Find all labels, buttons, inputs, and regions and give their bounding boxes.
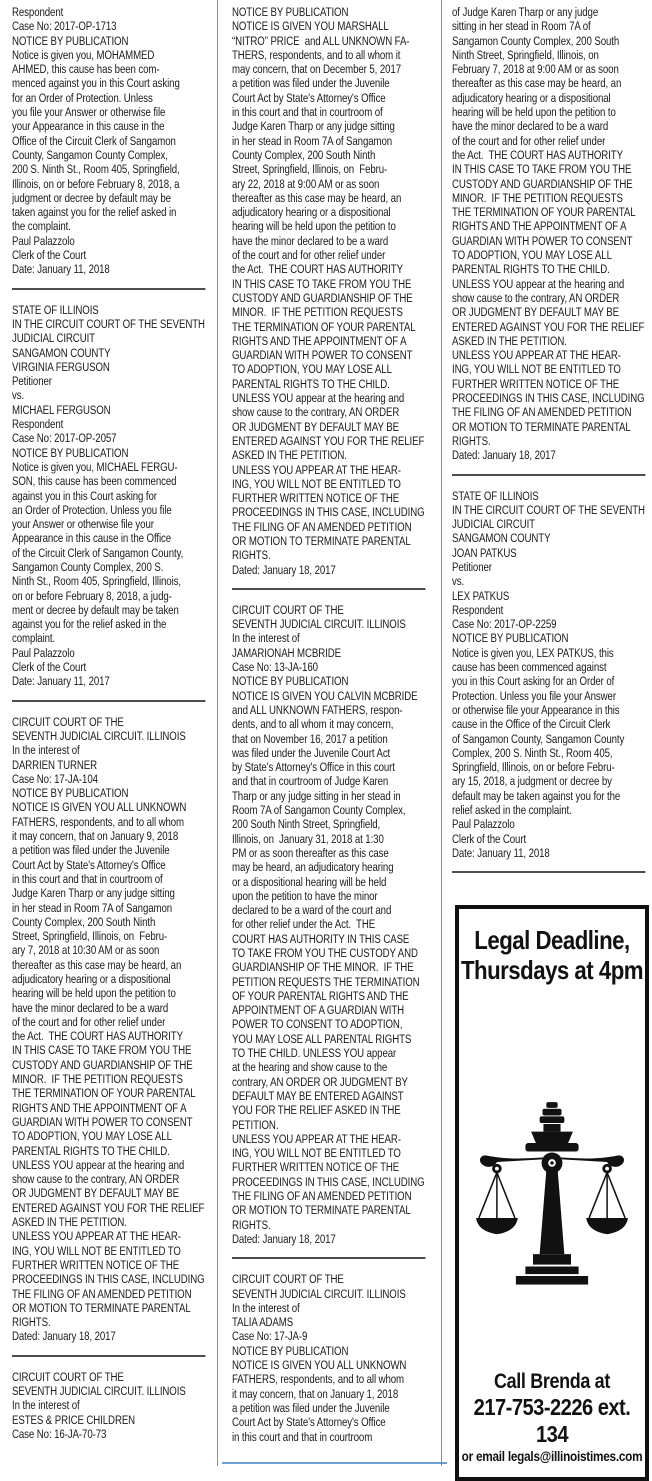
- notice-line: Clerk of the Court: [12, 248, 87, 263]
- notice-line: Paul Palazzolo: [12, 645, 75, 660]
- notice-line: NOTICE BY PUBLICATION: [232, 1343, 349, 1358]
- notice-line: taken against you for the relief asked in: [12, 205, 177, 220]
- notice-line: UNLESS YOU appear at the hearing and: [452, 276, 625, 291]
- notice-line: CIRCUIT COURT OF THE: [232, 1272, 344, 1287]
- notice-line: Clerk of the Court: [12, 660, 87, 675]
- notice-line: THE TERMINATION OF YOUR PARENTAL: [12, 1086, 196, 1101]
- notice-line: JOAN PATKUS: [452, 545, 517, 560]
- notice-line: in this court and that in courtroom of: [12, 871, 163, 886]
- notice-line: IN THIS CASE TO TAKE FROM YOU THE: [12, 1043, 192, 1058]
- notice-line: NOTICE BY PUBLICATION: [232, 5, 349, 19]
- notice-line: TO ADOPTION, YOU MAY LOSE ALL: [232, 362, 392, 377]
- notice-line: Sangamon County Complex, 200 South: [452, 33, 620, 48]
- notice-line: it may concern, that on January 1, 2018: [232, 1386, 399, 1401]
- notice-line: OR JUDGMENT BY DEFAULT MAY BE: [452, 305, 619, 320]
- notice-line: SEVENTH JUDICIAL CIRCUIT. ILLINOIS: [12, 728, 186, 743]
- notice-line: Court Act by State's Attorney's Office: [232, 1415, 386, 1430]
- notice-line: ING, YOU WILL NOT BE ENTITLED TO: [452, 362, 621, 377]
- notice-line: PROCEEDINGS IN THIS CASE, INCLUDING: [232, 1174, 425, 1189]
- notice-line: NOTICE BY PUBLICATION: [452, 631, 569, 646]
- notice-line: contrary, AN ORDER OR JUDGMENT BY: [232, 1074, 408, 1089]
- notice-line: FURTHER WRITTEN NOTICE OF THE: [232, 491, 400, 506]
- notice-line: Judge Karen Tharp or any judge sitting: [12, 886, 175, 901]
- notice-line: APPOINTMENT OF A GUARDIAN WITH: [232, 1003, 405, 1018]
- notice-line: In the interest of: [232, 631, 300, 646]
- notice-line: Notice is given you, LEX PATKUS, this: [452, 645, 614, 660]
- notice-line: ASKED IN THE PETITION.: [12, 1215, 127, 1230]
- ad-email-line: or email legals@illinoistimes.com: [461, 1449, 643, 1464]
- notices-column-1-text: [12, 0, 212, 1441]
- notice-line: of the court and for other relief under: [232, 248, 386, 263]
- notice-line: NOTICE IS GIVEN YOU MARSHALL: [232, 19, 389, 34]
- notice-line: PARENTAL RIGHTS TO THE CHILD.: [232, 376, 390, 391]
- notice-line: Illinois, on January 31, 2018 at 1:30: [232, 831, 384, 846]
- notice-line: RIGHTS.: [12, 1315, 51, 1330]
- notice-line: adjudicatory hearing or a dispositional: [232, 205, 391, 220]
- notice-line: ING, YOU WILL NOT BE ENTITLED TO: [232, 476, 401, 491]
- notice-separator: [232, 1257, 425, 1259]
- notice-line: in this court and that in courtroom: [232, 1429, 373, 1444]
- notice-line: IN THIS CASE TO TAKE FROM YOU THE: [452, 162, 632, 177]
- notice-line: sitting in her stead in Room 7A of: [452, 19, 591, 34]
- notice-line: TO ADOPTION, YOU MAY LOSE ALL: [452, 248, 612, 263]
- notice-line: Case No: 2017-OP-1713: [12, 19, 117, 34]
- notice-line: Room 7A of Sangamon County Complex,: [232, 803, 406, 818]
- notice-line: PETITION REQUESTS THE TERMINATION: [232, 974, 420, 989]
- notice-line: ASKED IN THE PETITION.: [232, 448, 347, 463]
- notice-line: NOTICE BY PUBLICATION: [12, 786, 129, 801]
- notice-line: Dated: January 18, 2017: [232, 1231, 336, 1246]
- notice-line: GUARDIAN WITH POWER TO CONSENT: [12, 1114, 193, 1129]
- notice-line: CIRCUIT COURT OF THE: [12, 1369, 124, 1384]
- notice-line: In the interest of: [12, 1398, 80, 1413]
- notice-line: PROCEEDINGS IN THIS CASE, INCLUDING: [452, 391, 645, 406]
- notice-line: PROCEEDINGS IN THIS CASE, INCLUDING: [232, 505, 425, 520]
- notice-line: UNLESS YOU APPEAR AT THE HEAR-: [452, 348, 621, 363]
- notice-line: thereafter as this case may be heard, an: [12, 957, 182, 972]
- notice-line: RIGHTS AND THE APPOINTMENT OF A: [452, 219, 627, 234]
- notices-column-2: [232, 0, 441, 1466]
- notice-line: GUARDIANSHIP OF THE MINOR. IF THE: [232, 960, 414, 975]
- notice-separator: [452, 871, 645, 873]
- notice-line: JAMARIONAH MCBRIDE: [232, 645, 341, 660]
- notice-line: ASKED IN THE PETITION.: [452, 333, 567, 348]
- notice-line: TO TAKE FROM YOU THE CUSTODY AND: [232, 946, 418, 960]
- column-divider-2: [441, 0, 442, 1466]
- notice-line: Appearance in this cause in the Office: [12, 531, 172, 546]
- notice-line: SEVENTH JUDICIAL CIRCUIT. ILLINOIS: [232, 1286, 406, 1301]
- notice-line: THE TERMINATION OF YOUR PARENTAL: [452, 205, 636, 220]
- notice-line: NOTICE IS GIVEN YOU ALL UNKNOWN: [232, 1358, 407, 1373]
- notices-column-3-text: [452, 0, 652, 873]
- notice-line: THE FILING OF AN AMENDED PETITION: [12, 1286, 192, 1301]
- notice-line: IN THE CIRCUIT COURT OF THE SEVENTH: [452, 502, 645, 517]
- notice-line: Judge Karen Tharp or any judge sitting: [232, 119, 395, 134]
- notice-line: thereafter as this case may be heard, an: [452, 76, 622, 91]
- notice-line: by State's Attorney's Office in this court: [232, 760, 395, 775]
- notice-line: TO THE CHILD. UNLESS YOU appear: [232, 1046, 397, 1061]
- notice-line: have the minor declared to be a ward: [232, 233, 389, 248]
- notices-column-1: [12, 0, 217, 1466]
- notice-line: JUDICIAL CIRCUIT: [12, 331, 95, 346]
- notice-line: Paul Palazzolo: [452, 817, 515, 832]
- notice-line: default may be taken against you for the: [452, 788, 621, 803]
- notice-line: ENTERED AGAINST YOU FOR THE RELIEF: [452, 319, 645, 334]
- notice-line: Petitioner: [12, 374, 52, 389]
- notice-line: RIGHTS AND THE APPOINTMENT OF A: [12, 1100, 187, 1115]
- notice-line: Date: January 11, 2017: [12, 674, 110, 689]
- notice-line: may concern, that on December 5, 2017: [232, 62, 401, 77]
- notice-line: RIGHTS.: [452, 433, 491, 448]
- notice-line: of the court and for other relief under: [452, 133, 606, 148]
- notice-separator: [452, 474, 645, 476]
- notice-line: Paul Palazzolo: [12, 233, 75, 248]
- notice-line: the complaint.: [12, 219, 71, 234]
- notice-line: Date: January 11, 2018: [12, 262, 110, 277]
- scales-of-justice-icon: [476, 1102, 628, 1303]
- legal-notice: [232, 5, 432, 577]
- notice-line: against you for the relief asked in the: [12, 617, 167, 632]
- notice-line: dents, and to all whom it may concern,: [232, 717, 394, 732]
- notice-line: a petition was filed under the Juvenile: [232, 76, 390, 91]
- ad-title: [456, 919, 648, 985]
- notice-line: UNLESS YOU APPEAR AT THE HEAR-: [232, 1131, 401, 1146]
- notice-line: Respondent: [12, 5, 64, 19]
- notice-line: NOTICE BY PUBLICATION: [12, 445, 129, 460]
- notice-line: Ninth St., Room 405, Springfield, Illinois,: [12, 574, 181, 589]
- notice-line: County Complex, 200 South Ninth: [232, 147, 376, 162]
- legal-notice: [12, 303, 212, 689]
- notice-line: judgment or decree by default may be: [12, 190, 171, 205]
- notice-line: THE FILING OF AN AMENDED PETITION: [452, 405, 632, 420]
- notice-line: relief asked in the complaint.: [452, 803, 572, 818]
- notice-line: Protection. Unless you file your Answer: [452, 688, 616, 703]
- notice-line: ENTERED AGAINST YOU FOR THE RELIEF: [232, 433, 425, 448]
- notice-line: in her stead in Room 7A of Sangamon: [12, 900, 173, 915]
- notice-line: STATE OF ILLINOIS: [12, 302, 99, 317]
- notice-line: your Answer or otherwise file your: [12, 517, 154, 532]
- notice-line: Case No: 13-JA-160: [232, 660, 318, 675]
- ad-contact-block: [456, 1369, 648, 1465]
- notice-line: SANGAMON COUNTY: [452, 531, 551, 546]
- notice-line: FATHERS, respondents, and to all whom: [12, 814, 185, 829]
- notice-line: OR JUDGMENT BY DEFAULT MAY BE: [12, 1186, 179, 1201]
- notice-line: RIGHTS.: [232, 548, 271, 563]
- notice-line: Notice is given you, MICHAEL FERGU-: [12, 459, 178, 474]
- notice-line: for an Order of Protection. Unless: [12, 90, 153, 105]
- notice-line: LEX PATKUS: [452, 588, 510, 603]
- notice-line: PARENTAL RIGHTS TO THE CHILD.: [452, 262, 610, 277]
- notice-line: Case No: 17-JA-9: [232, 1329, 308, 1344]
- notice-line: of the Circuit Clerk of Sangamon County,: [12, 545, 184, 560]
- notice-line: ary 22, 2018 at 9:00 AM or as soon: [232, 176, 380, 191]
- notice-line: cause has been commenced against: [452, 660, 607, 675]
- notice-line: OR MOTION TO TERMINATE PARENTAL: [452, 419, 631, 434]
- notice-line: the Act. THE COURT HAS AUTHORITY: [232, 262, 403, 277]
- notice-line: show cause to the contrary, AN ORDER: [232, 405, 400, 420]
- notice-line: NOTICE IS GIVEN YOU ALL UNKNOWN: [12, 800, 187, 815]
- notice-line: YOU FOR THE RELIEF ASKED IN THE: [232, 1103, 401, 1118]
- notice-line: CUSTODY AND GUARDIANSHIP OF THE: [12, 1057, 193, 1072]
- notice-line: have the minor declared to be a ward: [452, 119, 609, 134]
- notice-line: hearing will be held upon the petition to: [12, 986, 176, 1001]
- notice-line: SANGAMON COUNTY: [12, 345, 111, 360]
- ad-title-line2: Thursdays at 4pm: [460, 955, 644, 985]
- legal-notice: [12, 1370, 212, 1441]
- notice-line: Springfield, Illinois, on or before Febru-: [452, 760, 615, 775]
- notice-line: of Judge Karen Tharp or any judge: [452, 5, 599, 19]
- notice-line: you in this Court asking for an Order of: [452, 674, 615, 689]
- legal-notice: [232, 1272, 432, 1444]
- notice-line: on or before February 8, 2018, a judg-: [12, 588, 172, 603]
- legal-notice: [452, 489, 652, 861]
- notice-line: and ALL UNKNOWN FATHERS, respon-: [232, 702, 403, 717]
- notice-line: SEVENTH JUDICIAL CIRCUIT. ILLINOIS: [12, 1384, 186, 1399]
- legal-deadline-ad: [455, 905, 649, 1481]
- notice-line: ESTES & PRICE CHILDREN: [12, 1412, 136, 1427]
- notice-line: Sangamon County Complex, 200 S.: [12, 559, 164, 574]
- notice-line: Street, Springfield, Illinois, on Febru-: [232, 162, 388, 177]
- notice-line: SEVENTH JUDICIAL CIRCUIT. ILLINOIS: [232, 617, 406, 632]
- notice-line: CIRCUIT COURT OF THE: [12, 714, 124, 729]
- notice-line: UNLESS YOU appear at the hearing and: [232, 391, 405, 406]
- notice-line: Court Act by State's Attorney's Office: [232, 90, 386, 105]
- notice-line: Dated: January 18, 2017: [232, 562, 336, 577]
- notice-line: Case No: 17-JA-104: [12, 771, 98, 786]
- notice-line: “NITRO” PRICE and ALL UNKNOWN FA-: [232, 33, 410, 48]
- notices-column-2-text: [232, 0, 432, 1444]
- notice-line: the Act. THE COURT HAS AUTHORITY: [452, 147, 623, 162]
- ad-title-line1: Legal Deadline,: [474, 925, 630, 955]
- notice-line: Ninth Street, Springfield, Illinois, on: [452, 47, 599, 62]
- notice-line: you file your Answer or otherwise file: [12, 105, 166, 120]
- notice-line: OR MOTION TO TERMINATE PARENTAL: [232, 1203, 411, 1218]
- notice-line: GUARDIAN WITH POWER TO CONSENT: [232, 348, 413, 363]
- notice-line: THE FILING OF AN AMENDED PETITION: [232, 519, 412, 534]
- notice-line: your Appearance in this cause in the: [12, 119, 165, 134]
- notice-line: CUSTODY AND GUARDIANSHIP OF THE: [232, 290, 413, 305]
- notice-line: upon the petition to have the minor: [232, 888, 378, 903]
- notice-line: of the court and for other relief under: [12, 1014, 166, 1029]
- notice-line: adjudicatory hearing or a dispositional: [12, 972, 171, 986]
- notice-line: ING, YOU WILL NOT BE ENTITLED TO: [12, 1243, 181, 1258]
- notice-line: DARRIEN TURNER: [12, 757, 97, 772]
- legal-notice: [12, 5, 212, 277]
- notice-line: Tharp or any judge sitting in her stead in: [232, 788, 401, 803]
- notice-line: in this court and that in courtroom of: [232, 105, 383, 120]
- notice-line: ENTERED AGAINST YOU FOR THE RELIEF: [12, 1200, 205, 1215]
- notice-line: PETITION.: [232, 1117, 279, 1132]
- notice-line: at the hearing and show cause to the: [232, 1060, 388, 1075]
- notice-line: Complex, 200 S. Ninth St., Room 405,: [452, 745, 613, 760]
- notice-line: FURTHER WRITTEN NOTICE OF THE: [232, 1160, 400, 1175]
- notice-line: In the interest of: [12, 743, 80, 758]
- notice-line: may be heard, an adjudicatory hearing: [232, 860, 394, 875]
- notice-separator: [232, 588, 425, 590]
- notice-line: 200 South Ninth Street, Springfield,: [232, 817, 381, 832]
- notice-line: Petitioner: [452, 559, 492, 574]
- notice-line: hearing will be held upon the petition to: [232, 219, 396, 234]
- notice-line: cause in the Office of the Circuit Clerk: [452, 717, 611, 732]
- notice-line: DEFAULT MAY BE ENTERED AGAINST: [232, 1088, 404, 1103]
- notice-line: Illinois, on or before February 8, 2018, a: [12, 176, 180, 191]
- notice-line: vs.: [12, 388, 25, 403]
- bottom-highlight-line: [222, 1462, 447, 1464]
- notice-line: Notice is given you, MOHAMMED: [12, 47, 155, 62]
- notice-line: THERS, respondents, and to all whom it: [232, 47, 401, 62]
- notice-line: TO ADOPTION, YOU MAY LOSE ALL: [12, 1129, 172, 1144]
- notice-line: FURTHER WRITTEN NOTICE OF THE: [452, 376, 620, 391]
- notice-line: County, Sangamon County Complex,: [12, 147, 168, 162]
- notice-line: MINOR. IF THE PETITION REQUESTS: [452, 190, 623, 205]
- notice-line: RIGHTS AND THE APPOINTMENT OF A: [232, 333, 407, 348]
- notice-line: show cause to the contrary, AN ORDER: [12, 1172, 180, 1187]
- notice-line: OR MOTION TO TERMINATE PARENTAL: [12, 1300, 191, 1315]
- notice-line: ary 15, 2018, a judgment or decree by: [452, 774, 612, 789]
- notice-line: CIRCUIT COURT OF THE: [232, 602, 344, 617]
- notice-line: Respondent: [12, 417, 64, 432]
- notice-line: PROCEEDINGS IN THIS CASE, INCLUDING: [12, 1272, 205, 1287]
- notice-line: an Order of Protection. Unless you file: [12, 502, 172, 517]
- notice-line: Case No: 2017-OP-2259: [452, 617, 557, 632]
- notice-line: THE TERMINATION OF YOUR PARENTAL: [232, 319, 416, 334]
- notice-line: PARENTAL RIGHTS TO THE CHILD.: [12, 1143, 170, 1158]
- legal-notice: [12, 715, 212, 1344]
- notice-line: and that in courtroom of Judge Karen: [232, 774, 389, 789]
- notice-line: SON, this cause has been commenced: [12, 474, 177, 489]
- notice-line: County Complex, 200 South Ninth: [12, 914, 156, 929]
- notice-line: Date: January 11, 2018: [452, 845, 550, 860]
- ad-phone-number: 217-753-2226 ext. 134: [473, 1394, 631, 1447]
- notice-line: OF YOUR PARENTAL RIGHTS AND THE: [232, 988, 409, 1003]
- notice-line: STATE OF ILLINOIS: [452, 488, 539, 503]
- notice-line: UNLESS YOU APPEAR AT THE HEAR-: [232, 462, 401, 477]
- notice-line: vs.: [452, 574, 465, 589]
- notice-line: declared to be a ward of the court and: [232, 903, 392, 918]
- notice-line: UNLESS YOU appear at the hearing and: [12, 1157, 185, 1172]
- notice-line: JUDICIAL CIRCUIT: [452, 517, 535, 532]
- notice-line: Street, Springfield, Illinois, on Febru-: [12, 929, 168, 944]
- notice-line: against you in this Court asking for: [12, 488, 157, 503]
- notice-line: NOTICE BY PUBLICATION: [232, 674, 349, 689]
- notice-line: IN THE CIRCUIT COURT OF THE SEVENTH: [12, 316, 205, 331]
- notice-line: Clerk of the Court: [452, 831, 527, 846]
- notice-line: NOTICE BY PUBLICATION: [12, 33, 129, 48]
- notice-line: ary 7, 2018 at 10:30 AM or as soon: [12, 943, 160, 958]
- notice-line: menced against you in this Court asking: [12, 76, 180, 91]
- notice-separator: [12, 288, 205, 290]
- notice-line: Case No: 16-JA-70-73: [12, 1426, 107, 1441]
- notice-line: or otherwise file your Appearance in this: [452, 702, 620, 717]
- notice-line: In the interest of: [232, 1300, 300, 1315]
- notice-line: OR MOTION TO TERMINATE PARENTAL: [232, 533, 411, 548]
- notice-line: RIGHTS.: [232, 1217, 271, 1232]
- notice-line: 200 S. Ninth St., Room 405, Springfield,: [12, 162, 180, 177]
- notice-line: have the minor declared to be a ward: [12, 1000, 169, 1015]
- notice-line: FURTHER WRITTEN NOTICE OF THE: [12, 1257, 180, 1272]
- notice-line: ING, YOU WILL NOT BE ENTITLED TO: [232, 1146, 401, 1161]
- notice-line: that on November 16, 2017 a petition: [232, 731, 388, 746]
- notice-line: PM or as soon thereafter as this case: [232, 845, 389, 860]
- notice-line: show cause to the contrary, AN ORDER: [452, 290, 620, 305]
- notice-line: THE FILING OF AN AMENDED PETITION: [232, 1189, 412, 1204]
- notice-line: VIRGINIA FERGUSON: [12, 359, 110, 374]
- column-divider-1: [217, 0, 218, 1466]
- legal-notice: [232, 603, 432, 1246]
- notice-line: a petition was filed under the Juvenile: [232, 1400, 390, 1415]
- notice-line: UNLESS YOU APPEAR AT THE HEAR-: [12, 1229, 181, 1244]
- notice-line: Dated: January 18, 2017: [452, 448, 556, 463]
- notice-line: February 7, 2018 at 9:00 AM or as soon: [452, 62, 619, 77]
- notice-line: TALIA ADAMS: [232, 1315, 294, 1330]
- notice-line: Court Act by State's Attorney's Office: [12, 857, 166, 872]
- notice-line: Case No: 2017-OP-2057: [12, 431, 117, 446]
- notice-line: thereafter as this case may be heard, an: [232, 190, 402, 205]
- notice-line: MICHAEL FERGUSON: [12, 402, 111, 417]
- notice-separator: [12, 700, 205, 702]
- notice-line: Office of the Circuit Clerk of Sangamon: [12, 133, 176, 148]
- notice-line: complaint.: [12, 631, 56, 646]
- notice-line: for other relief under the Act. THE: [232, 917, 376, 932]
- notice-line: it may concern, that on January 9, 2018: [12, 829, 179, 844]
- notice-line: POWER TO CONSENT TO ADOPTION,: [232, 1017, 403, 1032]
- notice-line: YOU MAY LOSE ALL PARENTAL RIGHTS: [232, 1031, 412, 1046]
- notice-separator: [12, 1355, 205, 1357]
- notice-line: adjudicatory hearing or a dispositional: [452, 90, 611, 105]
- notice-line: Dated: January 18, 2017: [12, 1329, 116, 1344]
- notice-line: was filed under the Juvenile Court Act: [232, 745, 391, 760]
- notice-line: FATHERS, respondents, and to all whom: [232, 1372, 405, 1387]
- notice-line: hearing will be held upon the petition to: [452, 105, 616, 120]
- notice-line: COURT HAS AUTHORITY IN THIS CASE: [232, 931, 410, 946]
- notice-line: MINOR. IF THE PETITION REQUESTS: [232, 305, 403, 320]
- notice-line: of Sangamon County, Sangamon County: [452, 731, 625, 746]
- notice-line: ment or decree by default may be taken: [12, 602, 179, 617]
- notice-line: MINOR. IF THE PETITION REQUESTS: [12, 1072, 183, 1087]
- notice-line: a petition was filed under the Juvenile: [12, 843, 170, 858]
- notice-line: Respondent: [452, 602, 504, 617]
- notice-line: CUSTODY AND GUARDIANSHIP OF THE: [452, 176, 633, 191]
- notice-line: AHMED, this cause has been com-: [12, 62, 160, 77]
- notice-line: in her stead in Room 7A of Sangamon: [232, 133, 393, 148]
- legal-notice: [452, 5, 652, 463]
- notice-line: IN THIS CASE TO TAKE FROM YOU THE: [232, 276, 412, 291]
- ad-call-line: Call Brenda at: [494, 1370, 610, 1393]
- notice-line: or a dispositional hearing will be held: [232, 874, 387, 889]
- notice-line: NOTICE IS GIVEN YOU CALVIN MCBRIDE: [232, 688, 418, 703]
- notice-line: OR JUDGMENT BY DEFAULT MAY BE: [232, 419, 399, 434]
- notice-line: the Act. THE COURT HAS AUTHORITY: [12, 1029, 183, 1044]
- notice-line: GUARDIAN WITH POWER TO CONSENT: [452, 233, 633, 248]
